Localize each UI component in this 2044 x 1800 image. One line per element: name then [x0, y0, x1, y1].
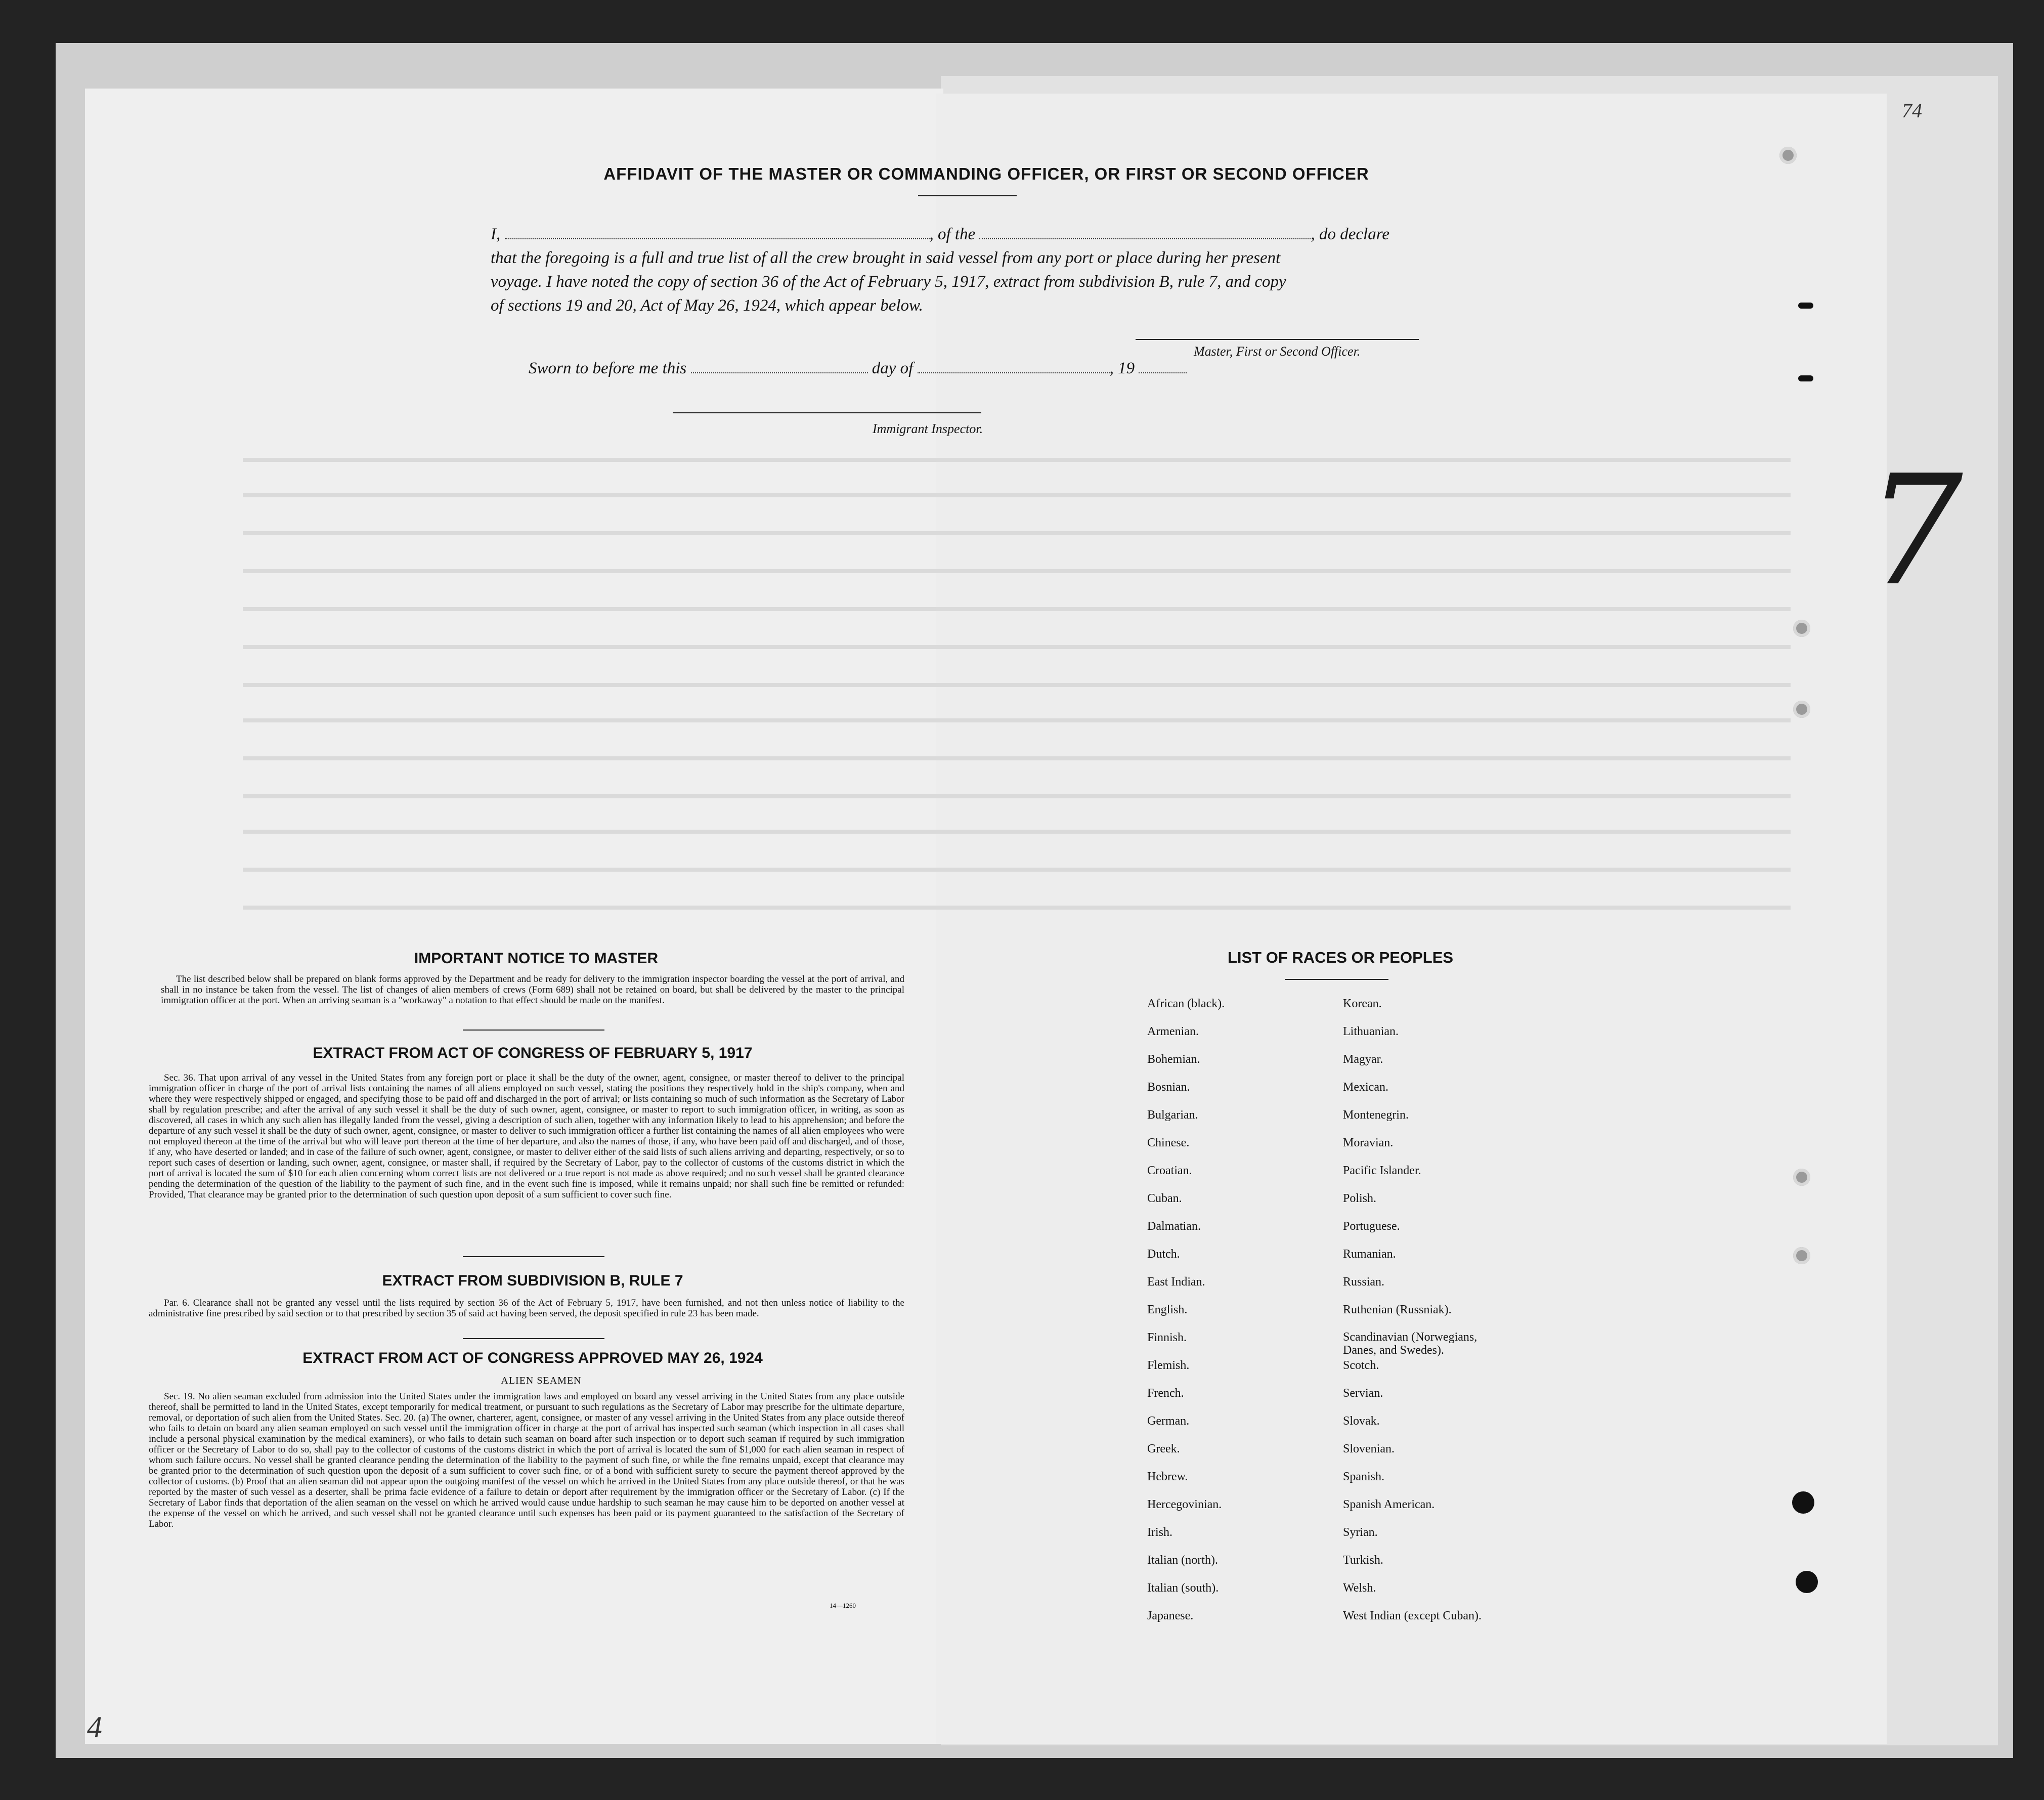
race-item: Servian. — [1343, 1387, 1383, 1400]
race-item: Welsh. — [1343, 1581, 1376, 1595]
handwritten-corner-note: 4 — [87, 1710, 102, 1744]
bleed-through-line — [243, 569, 1791, 573]
extract-1917-body: Sec. 36. That upon arrival of any vessel in the United States from any foreign port or place it shall be the duty of the owner, agent, consignee, or master thereof to deliver to the principal immigration officer in charge of the port of arrival lists containing the names of all aliens employed on such vessel, stating the positions they respectively hold in the ship's company, when and where they were respectively shipped or engaged, and specifying those to be paid off and discharged in the port of arrival; or lists containing so much of such information as the Secretary of Labor shall by regulation prescribe; and after the arrival of any such vessel it shall be the duty of such owner, agent, consignee, or master to report to such immigration officer, in writing, as soon as discovered, all cases in which any such alien has illegally landed from the vessel, giving a description of such alien, together with any information likely to lead to his apprehension; and before the departure of any such vessel it shall be the duty of such owner, agent, consignee, or master to deliver to such immigration officer a further list containing the names of all alien employees who were not employed thereon at the time of the arrival but who will leave port thereon at the time of her departure, and also the names of those, if any, who have been paid off and discharged, and of those, if any, who have deserted or landed; and in case of the failure of such owner, agent, consignee, or master to deliver either of the said lists of such aliens arriving and departing, respectively, or so to report such cases of desertion or landing, such owner, agent, consignee, or master shall, if required by the Secretary of Labor, pay to the collector of customs of the customs district in which the port of arrival is located the sum of $10 for each alien concerning whom correct lists are not delivered or a true report is not made as above required; and no such vessel shall be granted clearance pending the determination of the question of the liability to the payment of such fine, and in the event such fine is imposed, while it remains unpaid; nor shall such fine be remitted or refunded: Provided, That clearance may be granted prior to the determination of such question upon deposit of a sum sufficient to cover such fine. — [149, 1073, 904, 1200]
bleed-through-line — [243, 830, 1791, 834]
race-item: African (black). — [1147, 997, 1225, 1010]
notice-title: IMPORTANT NOTICE TO MASTER — [414, 950, 659, 967]
inspector-label: Immigrant Inspector. — [873, 421, 983, 436]
sworn-day-of: day of — [872, 359, 914, 377]
race-item: Cuban. — [1147, 1192, 1182, 1205]
races-title-underline — [1285, 979, 1388, 980]
vessel-name-field[interactable] — [979, 225, 1311, 239]
race-item: Chinese. — [1147, 1136, 1190, 1149]
race-item: Slovenian. — [1343, 1442, 1395, 1455]
binder-hole-icon — [1793, 620, 1810, 637]
clip-icon — [1798, 375, 1813, 381]
race-item: Polish. — [1343, 1192, 1377, 1205]
form-number: 14—1260 — [830, 1602, 856, 1609]
title-underline — [918, 195, 1017, 196]
extract-1924-title: EXTRACT FROM ACT OF CONGRESS APPROVED MAY 26, 1924 — [302, 1350, 763, 1366]
sworn-day-field[interactable] — [691, 359, 868, 373]
clip-icon — [1798, 303, 1813, 309]
master-signature-label: Master, First or Second Officer. — [1194, 344, 1361, 359]
race-item: Rumanian. — [1343, 1248, 1396, 1261]
race-item: Finnish. — [1147, 1331, 1187, 1344]
handwritten-top-note: 74 — [1902, 99, 1922, 122]
extract-rule7-divider — [463, 1338, 604, 1339]
declaration-of-the: , of the — [929, 225, 976, 243]
bleed-through-line — [243, 531, 1791, 535]
affidavit-declaration — [491, 223, 1452, 318]
extract-1924-body: Sec. 19. No alien seaman excluded from admission into the United States under the immigration laws and employed on board any vessel arriving in the United States from any place outside thereof, shall be permitted to land in the United States, except temporarily for medical treatment, or pursuant to such regulations as the Secretary of Labor may prescribe for the ultimate departure, removal, or deportation of such alien from the United States. Sec. 20. (a) The owner, charterer, agent, consignee, or master of any vessel arriving in the United States from any place outside thereof who fails to detain on board any alien seaman employed on such vessel until the immigration officer in charge at the port of arrival has inspected such seaman (which inspection in all cases shall include a personal physical examination by the medical examiners), or who fails to detain such seaman on board after such inspection or to deport such seaman if required by such immigration officer or the Secretary of Labor to do so, shall pay to the collector of customs of the customs district in which the port of arrival is located the sum of $1,000 for each alien seaman in respect of whom such failure occurs. No vessel shall be granted clearance pending the determination of the liability to the payment of such fine, or while the fine remains unpaid, except that clearance may be granted prior to the determination of such question upon the deposit of a sum sufficient to cover such fine, or of a bond with sufficient surety to secure the payment thereof approved by the collector of customs. (b) Proof that an alien seaman did not appear upon the outgoing manifest of the vessel on which he arrived in the United States from any place outside thereof, or that he was reported by the master of such vessel as a deserter, shall be prima facie evidence of a failure to detain or deport after requirement by the immigration officer or the Secretary of Labor. (c) If the Secretary of Labor finds that deportation of the alien seaman on the vessel on which he arrived would cause undue hardship to such seaman he may cause him to be deported on another vessel at the expense of the vessel on which he arrived, and such vessel shall not be granted clearance until such expenses has been paid or its payment guaranteed to the satisfaction of the Secretary of Labor. — [149, 1391, 904, 1529]
declaration-line-1 — [491, 223, 1452, 246]
sworn-year-label: , 19 — [1109, 359, 1135, 377]
alien-seamen-subtitle: ALIEN SEAMEN — [501, 1375, 582, 1386]
declaration-line-2: that the foregoing is a full and true list of all the crew brought in said vessel from any port or place during her present — [491, 249, 1281, 267]
declaration-do-declare: , do declare — [1311, 225, 1389, 243]
race-item: Mexican. — [1343, 1081, 1388, 1094]
bleed-through-line — [243, 718, 1791, 722]
race-item: Dutch. — [1147, 1248, 1180, 1261]
bleed-through-line — [243, 794, 1791, 798]
race-item: Syrian. — [1343, 1526, 1378, 1539]
bleed-through-line — [243, 607, 1791, 611]
race-item: German. — [1147, 1415, 1190, 1428]
race-item: Moravian. — [1343, 1136, 1394, 1149]
races-left-column — [1147, 997, 1225, 1637]
inspector-signature-line[interactable] — [673, 412, 981, 413]
binder-hole-icon — [1793, 1247, 1810, 1264]
punch-hole-icon — [1792, 1491, 1814, 1514]
declaration-line-3: voyage. I have noted the copy of section 36 of the Act of February 5, 1917, extract from subdivision B, rule 7, and copy — [491, 273, 1286, 291]
race-item: Bosnian. — [1147, 1081, 1190, 1094]
race-item: Spanish American. — [1343, 1498, 1435, 1511]
race-item: French. — [1147, 1387, 1184, 1400]
declaration-line-4: of sections 19 and 20, Act of May 26, 1924, which appear below. — [491, 296, 923, 315]
race-item: Scandinavian (Norwegians, Danes, and Swedes). — [1343, 1331, 1477, 1357]
bleed-through-line — [243, 683, 1791, 687]
race-item: Spanish. — [1343, 1470, 1385, 1483]
race-item: Russian. — [1343, 1275, 1385, 1289]
races-title: LIST OF RACES OR PEOPLES — [1227, 949, 1454, 966]
notice-body: The list described below shall be prepared on blank forms approved by the Department and be ready for delivery to the immigration inspector boarding the vessel at the port of arrival, and shall in no instance be taken from the vessel. The list of changes of alien members of crews (Form 689) shall not be retained on board, but shall be delivered by the master to the principal immigration officer at the port. When an arriving seaman is a "workaway" a notation to that effect should be made on the manifest. — [161, 974, 904, 1006]
race-item: Slovak. — [1343, 1415, 1380, 1428]
race-item: Turkish. — [1343, 1554, 1383, 1567]
race-item: Montenegrin. — [1343, 1108, 1409, 1122]
extract-1917-divider — [463, 1256, 604, 1257]
race-item: Flemish. — [1147, 1359, 1190, 1372]
race-item: Armenian. — [1147, 1025, 1199, 1038]
sworn-label: Sworn to before me this — [529, 359, 687, 377]
affidavit-title: AFFIDAVIT OF THE MASTER OR COMMANDING OFFICER, OR FIRST OR SECOND OFFICER — [603, 164, 1369, 183]
race-item: Bohemian. — [1147, 1053, 1200, 1066]
race-item: Japanese. — [1147, 1609, 1194, 1622]
race-item: Portuguese. — [1343, 1220, 1400, 1233]
binder-hole-icon — [1793, 701, 1810, 718]
handwritten-page-number: 7 — [1866, 443, 1963, 619]
races-right-column — [1343, 997, 1505, 1637]
declaration-i: I, — [491, 225, 501, 243]
extract-rule7-title: EXTRACT FROM SUBDIVISION B, RULE 7 — [382, 1272, 683, 1289]
race-item: Scotch. — [1343, 1359, 1379, 1372]
bleed-through-line — [243, 868, 1791, 872]
punch-hole-icon — [1796, 1571, 1818, 1593]
race-item: Italian (north). — [1147, 1554, 1218, 1567]
binder-hole-icon — [1793, 1169, 1810, 1186]
race-item: Greek. — [1147, 1442, 1180, 1455]
sworn-year-field[interactable] — [1139, 359, 1187, 373]
bleed-through-line — [243, 493, 1791, 497]
bleed-through-line — [243, 458, 1791, 462]
bleed-through-line — [243, 906, 1791, 910]
race-item: English. — [1147, 1303, 1188, 1316]
race-item: Italian (south). — [1147, 1581, 1219, 1595]
race-item: Magyar. — [1343, 1053, 1383, 1066]
race-item: Lithuanian. — [1343, 1025, 1399, 1038]
notice-divider — [463, 1030, 604, 1031]
race-item: Korean. — [1343, 997, 1382, 1010]
race-item: Irish. — [1147, 1526, 1172, 1539]
bleed-through-line — [243, 756, 1791, 760]
sworn-month-field[interactable] — [918, 359, 1110, 373]
race-item: Bulgarian. — [1147, 1108, 1198, 1122]
sworn-line — [529, 359, 1187, 378]
race-item: West Indian (except Cuban). — [1343, 1609, 1482, 1622]
binder-hole-icon — [1779, 147, 1797, 164]
race-item: Hebrew. — [1147, 1470, 1188, 1483]
race-item: Dalmatian. — [1147, 1220, 1201, 1233]
master-name-field[interactable] — [505, 225, 930, 239]
bleed-through-line — [243, 645, 1791, 649]
master-signature-line[interactable] — [1136, 339, 1419, 340]
race-item: Pacific Islander. — [1343, 1164, 1421, 1177]
race-item: Ruthenian (Russniak). — [1343, 1303, 1452, 1316]
race-item: East Indian. — [1147, 1275, 1205, 1289]
extract-rule7-body: Par. 6. Clearance shall not be granted any vessel until the lists required by section 36 of the Act of February 5, 1917, have been furnished, and not then unless notice of liability to the administrative fine prescribed by said section or to that prescribed by section 35 of said act having been served, the deposit specified in rule 23 has been made. — [149, 1298, 904, 1319]
extract-1917-title: EXTRACT FROM ACT OF CONGRESS OF FEBRUARY 5, 1917 — [313, 1045, 753, 1061]
race-item: Hercegovinian. — [1147, 1498, 1222, 1511]
race-item: Croatian. — [1147, 1164, 1192, 1177]
